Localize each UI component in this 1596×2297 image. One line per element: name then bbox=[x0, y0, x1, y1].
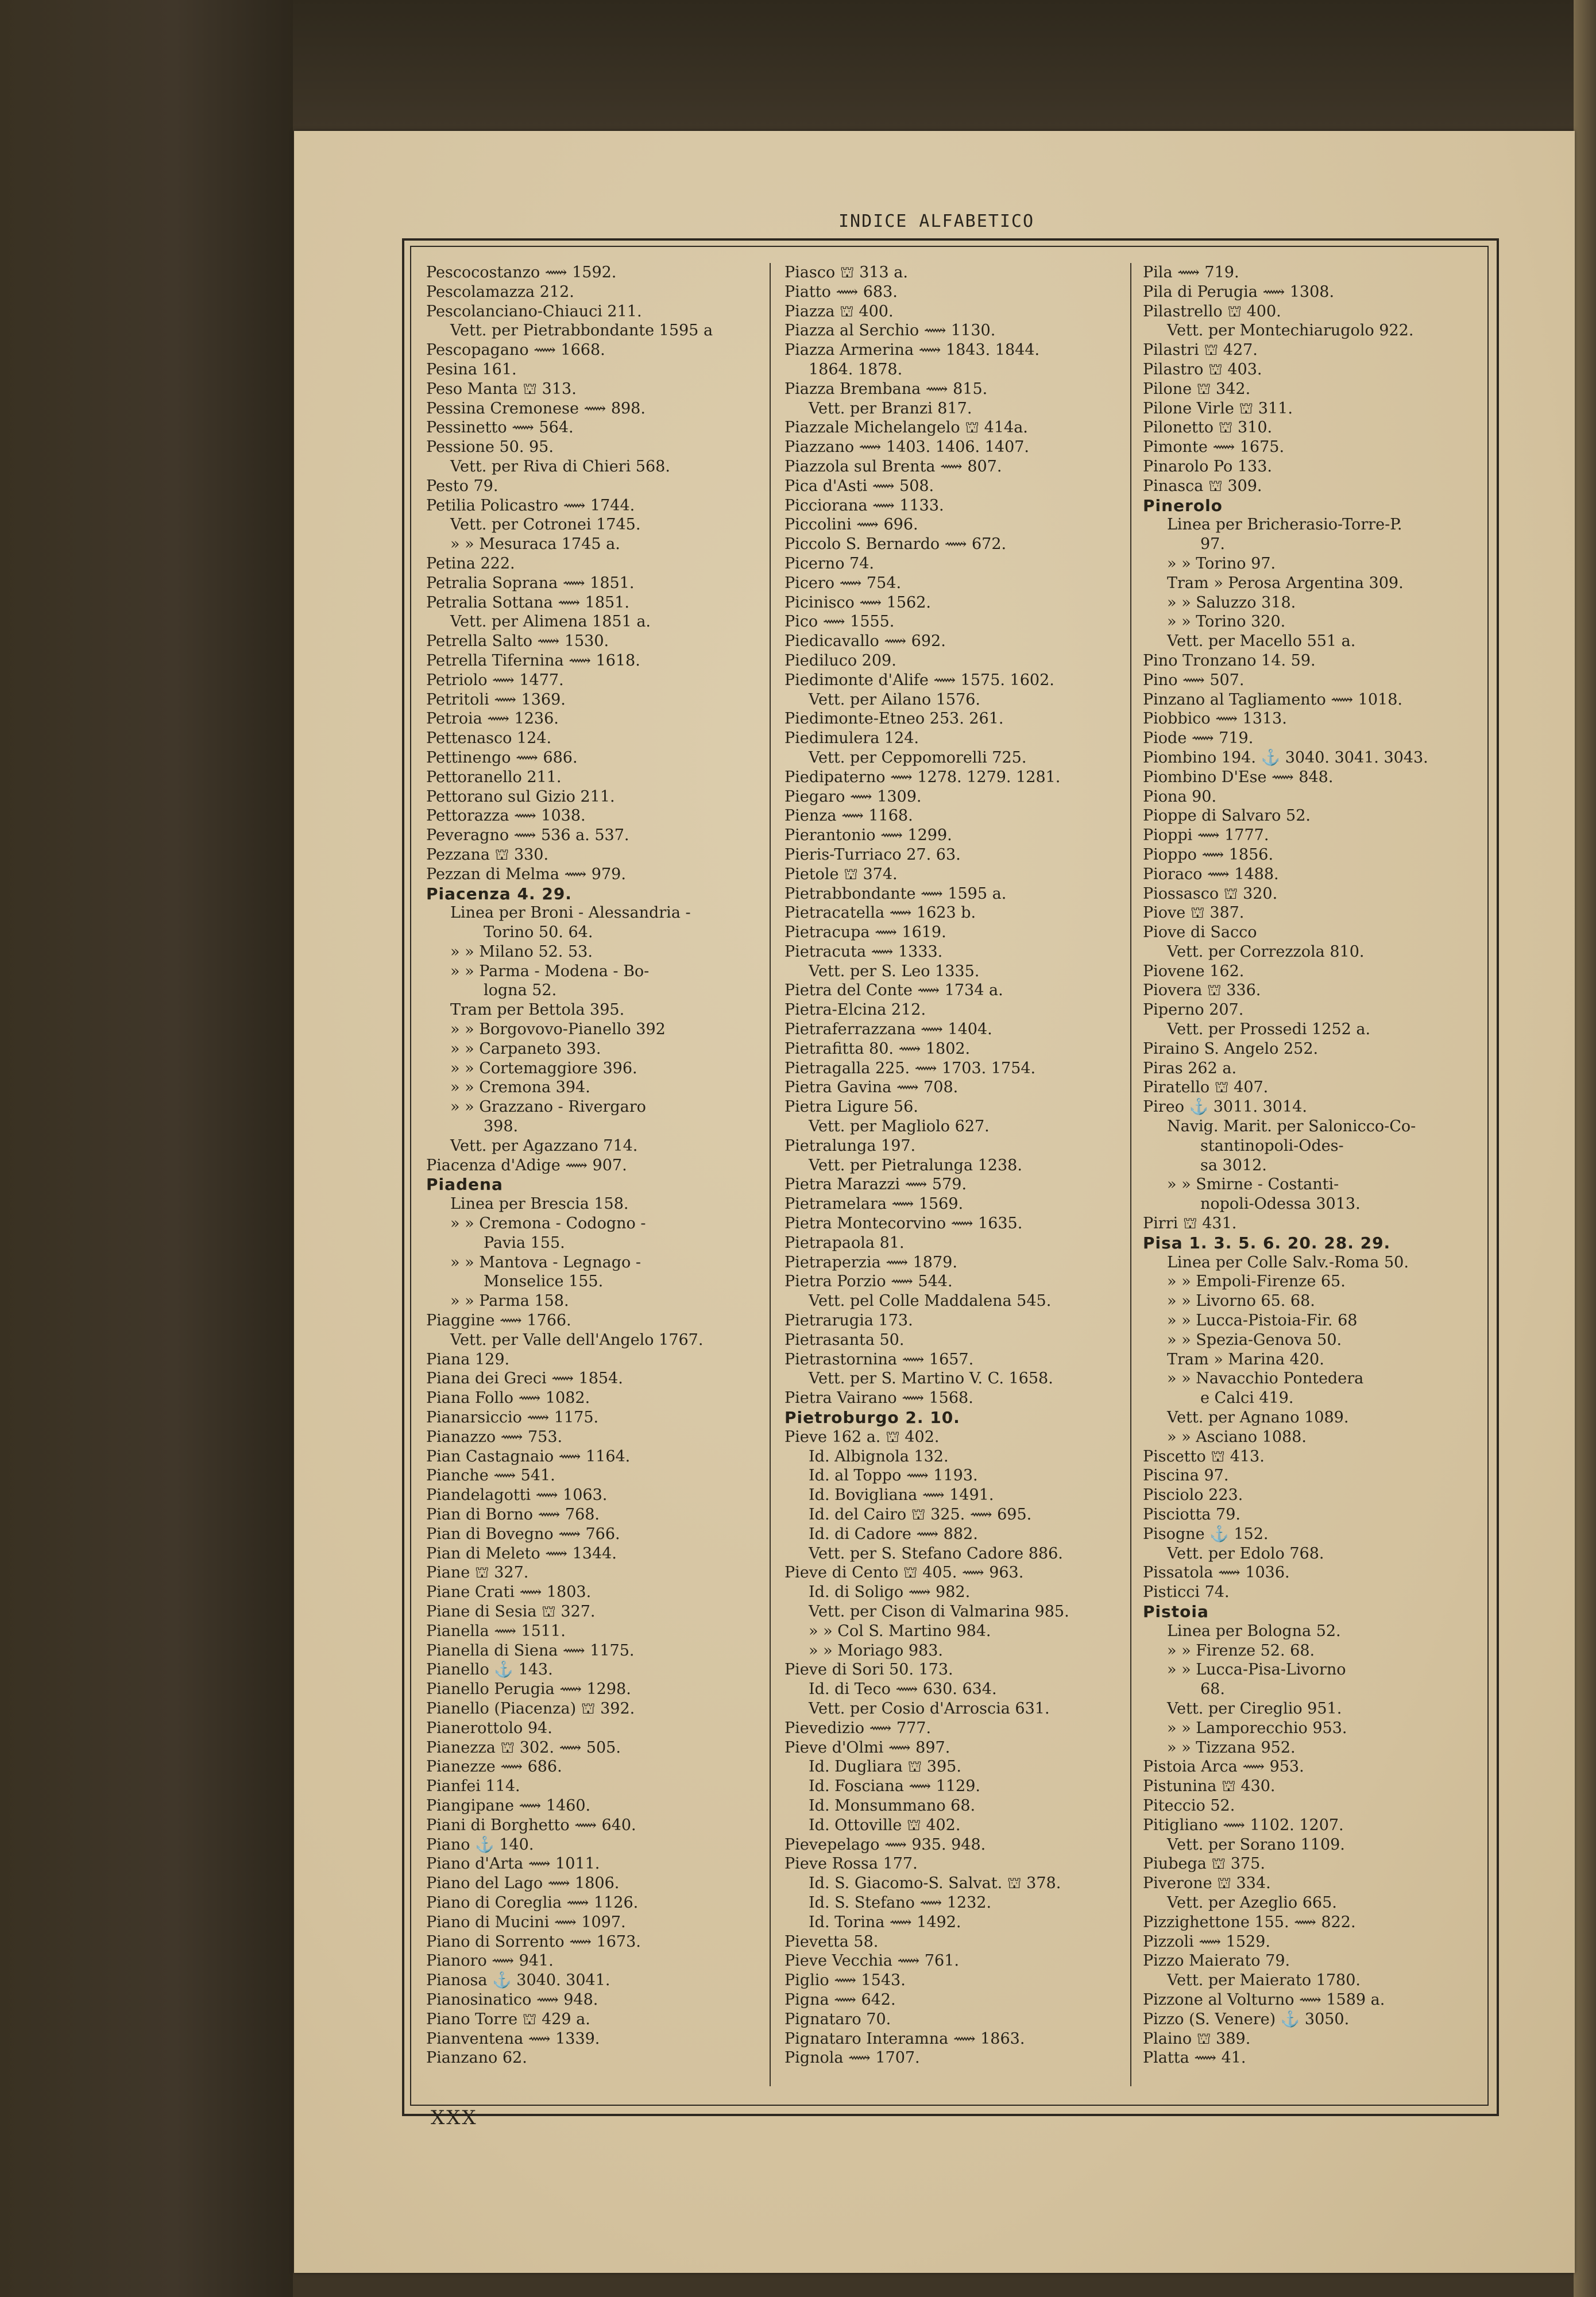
index-entry: 68. bbox=[1200, 1680, 1225, 1699]
index-entry: Tram » Perosa Argentina 309. bbox=[1167, 574, 1404, 592]
index-entry: Piovera ⛫ 336. bbox=[1143, 981, 1261, 1000]
index-entry: Piteccio 52. bbox=[1143, 1796, 1235, 1815]
index-entry: Piane ⛫ 327. bbox=[426, 1564, 529, 1582]
index-entry: Pesina 161. bbox=[426, 360, 517, 378]
index-entry: Pianfei 114. bbox=[426, 1777, 520, 1796]
index-entry: Piscina 97. bbox=[1143, 1467, 1229, 1485]
index-entry: Id. di Teco ⟿ 630. 634. bbox=[809, 1680, 997, 1699]
index-entry: Pissatola ⟿ 1036. bbox=[1143, 1564, 1290, 1582]
index-entry: Piobbico ⟿ 1313. bbox=[1143, 710, 1287, 728]
index-entry: Pieve Rossa 177. bbox=[785, 1855, 918, 1873]
index-entry: Linea per Colle Salv.-Roma 50. bbox=[1167, 1253, 1409, 1271]
index-entry: Pietracatella ⟿ 1623 b. bbox=[785, 904, 976, 922]
index-entry: Vett. per Alimena 1851 a. bbox=[450, 613, 651, 631]
index-entry: Tram » Marina 420. bbox=[1167, 1350, 1324, 1368]
index-entry: Pietrasanta 50. bbox=[785, 1331, 905, 1349]
index-entry: Vett. per S. Stefano Cadore 886. bbox=[809, 1544, 1063, 1563]
index-entry: Piazza ⛫ 400. bbox=[785, 302, 894, 320]
index-entry: Pianello ⚓ 143. bbox=[426, 1661, 553, 1679]
index-entry: Pianello Perugia ⟿ 1298. bbox=[426, 1680, 631, 1699]
index-entry: Peso Manta ⛫ 313. bbox=[426, 380, 577, 398]
index-entry: Pistunina ⛫ 430. bbox=[1143, 1777, 1276, 1796]
index-entry: 398. bbox=[484, 1117, 519, 1136]
index-entry: » » Cremona - Codogno - bbox=[450, 1215, 646, 1233]
index-entry: Petrella Tifernina ⟿ 1618. bbox=[426, 651, 640, 670]
index-entry: Vett. per Edolo 768. bbox=[1167, 1544, 1324, 1563]
index-entry: Piasco ⛫ 313 a. bbox=[785, 264, 908, 281]
index-entry: Vett. per Pietralunga 1238. bbox=[809, 1156, 1022, 1174]
index-entry: » » Spezia-Genova 50. bbox=[1167, 1331, 1342, 1349]
index-entry: Linea per Bricherasio-Torre-P. bbox=[1167, 516, 1402, 534]
index-entry: Petritoli ⟿ 1369. bbox=[426, 690, 566, 709]
index-column-3 bbox=[1143, 263, 1482, 2089]
index-entry: Piratello ⛫ 407. bbox=[1143, 1078, 1269, 1097]
index-entry: Pianche ⟿ 541. bbox=[426, 1467, 555, 1485]
index-column-1 bbox=[426, 263, 756, 2089]
page-number: XXX bbox=[431, 2106, 478, 2129]
index-entry: Piras 262 a. bbox=[1143, 1059, 1237, 1077]
index-entry: Pianzano 62. bbox=[426, 2049, 527, 2067]
index-heading: Pistoia bbox=[1143, 1602, 1209, 1621]
index-entry: Pietra Porzio ⟿ 544. bbox=[785, 1273, 953, 1291]
index-entry: Pietole ⛫ 374. bbox=[785, 865, 898, 883]
index-entry: Pievetta 58. bbox=[785, 1932, 879, 1951]
index-entry: Pietracupa ⟿ 1619. bbox=[785, 923, 946, 942]
index-entry: Piane Crati ⟿ 1803. bbox=[426, 1583, 592, 1602]
index-entry: Pianezze ⟿ 686. bbox=[426, 1758, 562, 1776]
index-entry: » » Moriago 983. bbox=[809, 1641, 943, 1660]
index-entry: Pianoro ⟿ 941. bbox=[426, 1952, 554, 1970]
index-entry: Pietragalla 225. ⟿ 1703. 1754. bbox=[785, 1059, 1036, 1077]
index-heading: Pinerolo bbox=[1143, 496, 1223, 515]
index-entry: Id. Albignola 132. bbox=[809, 1447, 949, 1465]
index-heading: Piacenza 4. 29. bbox=[426, 884, 572, 903]
index-entry: Vett. per Azeglio 665. bbox=[1167, 1893, 1337, 1912]
index-entry: Vett. per Agnano 1089. bbox=[1167, 1409, 1349, 1427]
index-entry: Piaggine ⟿ 1766. bbox=[426, 1312, 571, 1330]
index-entry: Vett. per Montechiarugolo 922. bbox=[1167, 322, 1414, 340]
scan-background-left bbox=[0, 0, 293, 2297]
index-entry: Torino 50. 64. bbox=[484, 923, 593, 942]
index-entry: Vett. per Ceppomorelli 725. bbox=[809, 748, 1027, 767]
index-entry: Piove di Sacco bbox=[1143, 923, 1257, 942]
index-entry: Petilia Policastro ⟿ 1744. bbox=[426, 496, 635, 515]
index-entry: Piegaro ⟿ 1309. bbox=[785, 787, 922, 806]
index-entry: Pavia 155. bbox=[484, 1233, 565, 1252]
index-entry: Piano Torre ⛫ 429 a. bbox=[426, 2010, 590, 2028]
index-entry: Pianello (Piacenza) ⛫ 392. bbox=[426, 1699, 635, 1718]
index-entry: Pilastro ⛫ 403. bbox=[1143, 360, 1262, 378]
index-entry: Piedimonte-Etneo 253. 261. bbox=[785, 710, 1004, 728]
scan-background-right bbox=[1574, 0, 1596, 2297]
index-entry: Pico ⟿ 1555. bbox=[785, 613, 895, 631]
index-entry: » » Lucca-Pistoia-Fir. 68 bbox=[1167, 1312, 1358, 1330]
index-entry: Pisciolo 223. bbox=[1143, 1486, 1243, 1505]
index-entry: Id. Dugliara ⛫ 395. bbox=[809, 1758, 961, 1776]
index-entry: Pianazzo ⟿ 753. bbox=[426, 1428, 563, 1446]
index-entry: 97. bbox=[1200, 535, 1225, 554]
index-entry: Piane di Sesia ⛫ 327. bbox=[426, 1602, 596, 1621]
index-entry: Pievedizio ⟿ 777. bbox=[785, 1719, 932, 1737]
index-entry: » » Grazzano - Rivergaro bbox=[450, 1098, 646, 1116]
index-entry: » » Smirne - Costanti- bbox=[1167, 1175, 1339, 1194]
index-entry: Pisciotta 79. bbox=[1143, 1506, 1241, 1523]
index-entry: Pettenasco 124. bbox=[426, 729, 552, 748]
index-entry: stantinopoli-Odes- bbox=[1200, 1136, 1344, 1155]
index-entry: Pinzano al Tagliamento ⟿ 1018. bbox=[1143, 690, 1402, 709]
index-entry: Pietra Marazzi ⟿ 579. bbox=[785, 1175, 967, 1194]
index-entry: Pisogne ⚓ 152. bbox=[1143, 1525, 1269, 1543]
index-entry: » » Carpaneto 393. bbox=[450, 1039, 601, 1058]
index-entry: Id. di Cadore ⟿ 882. bbox=[809, 1525, 978, 1543]
index-entry: » » Mantova - Legnago - bbox=[450, 1253, 642, 1271]
index-entry: nopoli-Odessa 3013. bbox=[1200, 1195, 1361, 1213]
index-entry: Pireo ⚓ 3011. 3014. bbox=[1143, 1098, 1307, 1116]
index-entry: Pizzoli ⟿ 1529. bbox=[1143, 1932, 1270, 1951]
index-entry: Piovene 162. bbox=[1143, 962, 1245, 980]
index-entry: Pievepelago ⟿ 935. 948. bbox=[785, 1835, 986, 1854]
index-entry: Piombino D'Ese ⟿ 848. bbox=[1143, 768, 1334, 786]
index-entry: Pietrabbondante ⟿ 1595 a. bbox=[785, 884, 1007, 903]
index-entry: Pirri ⛫ 431. bbox=[1143, 1215, 1237, 1233]
index-entry: Navig. Marit. per Salonicco-Co- bbox=[1167, 1117, 1416, 1136]
index-entry: Pianosinatico ⟿ 948. bbox=[426, 1990, 598, 2009]
index-entry: Piano del Lago ⟿ 1806. bbox=[426, 1874, 620, 1893]
index-entry: Pezzan di Melma ⟿ 979. bbox=[426, 865, 626, 883]
index-entry: Pianezza ⛫ 302. ⟿ 505. bbox=[426, 1738, 621, 1757]
index-entry: Piombino 194. ⚓ 3040. 3041. 3043. bbox=[1143, 748, 1428, 767]
index-entry: Id. S. Stefano ⟿ 1232. bbox=[809, 1893, 992, 1912]
index-entry: » » Lucca-Pisa-Livorno bbox=[1167, 1661, 1346, 1679]
index-entry: Id. Bovigliana ⟿ 1491. bbox=[809, 1486, 994, 1505]
index-entry: Pettorazza ⟿ 1038. bbox=[426, 807, 586, 825]
index-entry: Piatto ⟿ 683. bbox=[785, 283, 898, 301]
index-entry: Pizzo Maierato 79. bbox=[1143, 1952, 1290, 1970]
index-entry: Piraino S. Angelo 252. bbox=[1143, 1039, 1319, 1058]
index-entry: Pioppi ⟿ 1777. bbox=[1143, 826, 1269, 845]
index-entry: Vett. per Cosio d'Arroscia 631. bbox=[809, 1699, 1050, 1718]
index-entry: Piana dei Greci ⟿ 1854. bbox=[426, 1370, 623, 1388]
index-entry: Pietra-Elcina 212. bbox=[785, 1001, 926, 1019]
index-entry: Piana 129. bbox=[426, 1350, 510, 1368]
index-entry: Piazza al Serchio ⟿ 1130. bbox=[785, 322, 996, 340]
index-entry: Vett. per Cotronei 1745. bbox=[450, 516, 641, 534]
index-entry: Pietracuta ⟿ 1333. bbox=[785, 942, 943, 961]
index-entry: Pianella ⟿ 1511. bbox=[426, 1622, 566, 1640]
index-entry: » » Firenze 52. 68. bbox=[1167, 1641, 1315, 1660]
index-heading: Pietroburgo 2. 10. bbox=[785, 1408, 960, 1428]
index-entry: Piano di Mucini ⟿ 1097. bbox=[426, 1913, 626, 1931]
index-entry: Vett. per Ailano 1576. bbox=[809, 690, 981, 709]
index-entry: Pian di Meleto ⟿ 1344. bbox=[426, 1544, 617, 1563]
index-entry: Piode ⟿ 719. bbox=[1143, 729, 1254, 748]
index-entry: Pignola ⟿ 1707. bbox=[785, 2049, 920, 2067]
index-entry: Pessina Cremonese ⟿ 898. bbox=[426, 399, 646, 417]
index-column-2 bbox=[785, 263, 1129, 2089]
index-entry: Pieve d'Olmi ⟿ 897. bbox=[785, 1738, 950, 1757]
index-entry: Pietraperzia ⟿ 1879. bbox=[785, 1253, 957, 1271]
index-entry: Pietra Montecorvino ⟿ 1635. bbox=[785, 1215, 1023, 1233]
index-entry: Piazza Armerina ⟿ 1843. 1844. bbox=[785, 341, 1040, 359]
index-entry: Picinisco ⟿ 1562. bbox=[785, 593, 931, 612]
index-entry: Piedipaterno ⟿ 1278. 1279. 1281. bbox=[785, 768, 1061, 786]
index-entry: Vett. per Cison di Valmarina 985. bbox=[809, 1602, 1069, 1621]
index-entry: Pietrastornina ⟿ 1657. bbox=[785, 1350, 974, 1368]
index-entry: » » Torino 320. bbox=[1167, 613, 1286, 631]
index-entry: Pettoranello 211. bbox=[426, 768, 562, 786]
index-entry: Pimonte ⟿ 1675. bbox=[1143, 438, 1285, 457]
index-entry: e Calci 419. bbox=[1200, 1389, 1294, 1407]
index-entry: Pescolamazza 212. bbox=[426, 283, 574, 301]
index-entry: Piacenza d'Adige ⟿ 907. bbox=[426, 1156, 627, 1174]
index-entry: Vett. per Sorano 1109. bbox=[1167, 1835, 1345, 1854]
index-entry: Pianarsiccio ⟿ 1175. bbox=[426, 1409, 599, 1427]
index-entry: Pettinengo ⟿ 686. bbox=[426, 748, 578, 767]
index-entry: Piazzola sul Brenta ⟿ 807. bbox=[785, 457, 1002, 475]
index-entry: Piano ⚓ 140. bbox=[426, 1835, 534, 1854]
index-entry: Pienza ⟿ 1168. bbox=[785, 807, 913, 825]
index-entry: Pian Castagnaio ⟿ 1164. bbox=[426, 1447, 631, 1465]
index-entry: Pietra Vairano ⟿ 1568. bbox=[785, 1389, 973, 1407]
index-entry: Pioppo ⟿ 1856. bbox=[1143, 845, 1274, 864]
index-entry: Piccolo S. Bernardo ⟿ 672. bbox=[785, 535, 1007, 554]
index-entry: Pessione 50. 95. bbox=[426, 438, 554, 457]
index-entry: » » Lamporecchio 953. bbox=[1167, 1719, 1347, 1737]
index-entry: Id. S. Giacomo-S. Salvat. ⛫ 378. bbox=[809, 1874, 1061, 1893]
index-entry: Pesto 79. bbox=[426, 477, 498, 495]
index-entry: Pietra Ligure 56. bbox=[785, 1098, 918, 1116]
index-entry: Pietrafitta 80. ⟿ 1802. bbox=[785, 1039, 971, 1058]
index-entry: » » Tizzana 952. bbox=[1167, 1738, 1296, 1757]
index-entry: Pieris-Turriaco 27. 63. bbox=[785, 845, 961, 864]
index-entry: » » Cortemaggiore 396. bbox=[450, 1059, 637, 1077]
index-entry: Petralia Soprana ⟿ 1851. bbox=[426, 574, 635, 592]
index-entry: Piubega ⛫ 375. bbox=[1143, 1855, 1265, 1873]
index-entry: Pistoia Arca ⟿ 953. bbox=[1143, 1758, 1304, 1776]
index-entry: Vett. per Agazzano 714. bbox=[450, 1136, 638, 1155]
index-entry: Piossasco ⛫ 320. bbox=[1143, 884, 1278, 903]
index-entry: Piandelagotti ⟿ 1063. bbox=[426, 1486, 608, 1505]
index-entry: Pianventena ⟿ 1339. bbox=[426, 2029, 600, 2048]
index-entry: » » Saluzzo 318. bbox=[1167, 593, 1296, 612]
index-entry: Pian di Borno ⟿ 768. bbox=[426, 1506, 600, 1523]
index-entry: » » Asciano 1088. bbox=[1167, 1428, 1307, 1446]
index-entry: » » Borgovovo-Pianello 392 bbox=[450, 1020, 666, 1039]
index-entry: » » Col S. Martino 984. bbox=[809, 1622, 991, 1640]
index-entry: Pieve 162 a. ⛫ 402. bbox=[785, 1428, 940, 1446]
index-entry: » » Livorno 65. 68. bbox=[1167, 1292, 1315, 1310]
index-entry: Pisticci 74. bbox=[1143, 1583, 1230, 1602]
index-entry: Piano d'Arta ⟿ 1011. bbox=[426, 1855, 600, 1873]
index-entry: Piedimonte d'Alife ⟿ 1575. 1602. bbox=[785, 671, 1054, 689]
index-entry: Pianerottolo 94. bbox=[426, 1719, 552, 1737]
index-entry: Pizzo (S. Venere) ⚓ 3050. bbox=[1143, 2010, 1350, 2028]
index-entry: Piazzale Michelangelo ⛫ 414a. bbox=[785, 419, 1028, 437]
index-entry: Pioppe di Salvaro 52. bbox=[1143, 807, 1311, 825]
index-entry: Piangipane ⟿ 1460. bbox=[426, 1796, 591, 1815]
index-heading: Pisa 1. 3. 5. 6. 20. 28. 29. bbox=[1143, 1233, 1391, 1252]
index-entry: Vett. per Cireglio 951. bbox=[1167, 1699, 1342, 1718]
index-entry: Id. del Cairo ⛫ 325. ⟿ 695. bbox=[809, 1506, 1032, 1523]
index-entry: Id. al Toppo ⟿ 1193. bbox=[809, 1467, 978, 1485]
index-entry: » » Milano 52. 53. bbox=[450, 942, 593, 961]
index-entry: Id. Ottoville ⛫ 402. bbox=[809, 1816, 961, 1834]
index-entry: Piani di Borghetto ⟿ 640. bbox=[426, 1816, 636, 1834]
index-entry: Vett. per Magliolo 627. bbox=[809, 1117, 990, 1136]
index-entry: Pianella di Siena ⟿ 1175. bbox=[426, 1641, 635, 1660]
index-entry: Piperno 207. bbox=[1143, 1001, 1244, 1019]
index-entry: Pescolanciano-Chiauci 211. bbox=[426, 302, 642, 320]
index-entry: Pilastri ⛫ 427. bbox=[1143, 341, 1258, 359]
index-entry: Vett. per Correzzola 810. bbox=[1167, 942, 1365, 961]
index-entry: » » Navacchio Pontedera bbox=[1167, 1370, 1364, 1388]
index-entry: Petriolo ⟿ 1477. bbox=[426, 671, 564, 689]
index-entry: Vett. per Prossedi 1252 a. bbox=[1167, 1020, 1371, 1039]
index-entry: Vett. per Macello 551 a. bbox=[1167, 632, 1356, 651]
index-entry: Pescocostanzo ⟿ 1592. bbox=[426, 264, 617, 281]
index-entry: Petrella Salto ⟿ 1530. bbox=[426, 632, 609, 651]
index-entry: Pioraco ⟿ 1488. bbox=[1143, 865, 1279, 883]
index-entry: Platta ⟿ 41. bbox=[1143, 2049, 1246, 2067]
index-entry: Linea per Broni - Alessandria - bbox=[450, 904, 691, 922]
index-entry: Pessinetto ⟿ 564. bbox=[426, 419, 574, 437]
index-entry: Piverone ⛫ 334. bbox=[1143, 1874, 1271, 1893]
index-entry: Linea per Bologna 52. bbox=[1167, 1622, 1341, 1640]
index-entry: Petina 222. bbox=[426, 554, 515, 573]
index-entry: » » Cremona 394. bbox=[450, 1078, 590, 1097]
index-entry: Id. Fosciana ⟿ 1129. bbox=[809, 1777, 980, 1796]
index-entry: Piscetto ⛫ 413. bbox=[1143, 1447, 1265, 1465]
index-entry: Piana Follo ⟿ 1082. bbox=[426, 1389, 590, 1407]
index-entry: Piove ⛫ 387. bbox=[1143, 904, 1245, 922]
index-entry: Pino Tronzano 14. 59. bbox=[1143, 651, 1316, 670]
index-entry: Pietra del Conte ⟿ 1734 a. bbox=[785, 981, 1003, 1000]
index-entry: Piedimulera 124. bbox=[785, 729, 919, 748]
index-entry: Petroia ⟿ 1236. bbox=[426, 710, 559, 728]
column-separator bbox=[770, 263, 771, 2086]
index-entry: Vett. per S. Martino V. C. 1658. bbox=[809, 1370, 1053, 1388]
index-entry: Pignataro Interamna ⟿ 1863. bbox=[785, 2029, 1025, 2048]
index-entry: Pietrapaola 81. bbox=[785, 1233, 905, 1252]
index-entry: Pianosa ⚓ 3040. 3041. bbox=[426, 1971, 610, 1990]
index-entry: Pezzana ⛫ 330. bbox=[426, 845, 549, 864]
index-entry: Plaino ⛫ 389. bbox=[1143, 2029, 1251, 2048]
index-entry: Piedicavallo ⟿ 692. bbox=[785, 632, 946, 651]
index-entry: » » Mesuraca 1745 a. bbox=[450, 535, 620, 554]
index-entry: Vett. per Pietrabbondante 1595 a bbox=[450, 322, 713, 340]
index-entry: Pieve Vecchia ⟿ 761. bbox=[785, 1952, 959, 1970]
index-entry: Pila ⟿ 719. bbox=[1143, 264, 1239, 281]
index-entry: Pieve di Cento ⛫ 405. ⟿ 963. bbox=[785, 1564, 1024, 1582]
index-entry: Pigna ⟿ 642. bbox=[785, 1990, 896, 2009]
index-entry: 1864. 1878. bbox=[809, 360, 903, 378]
index-entry: Id. Torina ⟿ 1492. bbox=[809, 1913, 961, 1931]
index-entry: Peveragno ⟿ 536 a. 537. bbox=[426, 826, 629, 845]
index-entry: Pitigliano ⟿ 1102. 1207. bbox=[1143, 1816, 1344, 1834]
index-entry: Pinarolo Po 133. bbox=[1143, 457, 1272, 475]
column-separator bbox=[1130, 263, 1131, 2086]
index-entry: Picerno 74. bbox=[785, 554, 874, 573]
index-entry: » » Torino 97. bbox=[1167, 554, 1276, 573]
index-entry: Linea per Brescia 158. bbox=[450, 1195, 629, 1213]
index-entry: Piazza Brembana ⟿ 815. bbox=[785, 380, 988, 398]
index-entry: Pizzighettone 155. ⟿ 822. bbox=[1143, 1913, 1356, 1931]
index-entry: Piediluco 209. bbox=[785, 651, 896, 670]
index-entry: logna 52. bbox=[484, 981, 557, 1000]
index-entry: Piglio ⟿ 1543. bbox=[785, 1971, 906, 1990]
page-header: INDICE ALFABETICO bbox=[838, 211, 1035, 231]
index-entry: » » Parma 158. bbox=[450, 1292, 569, 1310]
index-entry: Pietra Gavina ⟿ 708. bbox=[785, 1078, 959, 1097]
index-entry: Pica d'Asti ⟿ 508. bbox=[785, 477, 934, 495]
index-entry: Pignataro 70. bbox=[785, 2010, 891, 2028]
index-entry: Picero ⟿ 754. bbox=[785, 574, 902, 592]
index-entry: Pettorano sul Gizio 211. bbox=[426, 787, 615, 806]
index-entry: Vett. per Maierato 1780. bbox=[1167, 1971, 1361, 1990]
index-entry: Vett. per Valle dell'Angelo 1767. bbox=[450, 1331, 704, 1349]
index-entry: » » Empoli-Firenze 65. bbox=[1167, 1273, 1346, 1291]
index-entry: Piccolini ⟿ 696. bbox=[785, 516, 918, 534]
index-entry: Pierantonio ⟿ 1299. bbox=[785, 826, 952, 845]
index-entry: Piazzano ⟿ 1403. 1406. 1407. bbox=[785, 438, 1030, 457]
index-entry: Vett. pel Colle Maddalena 545. bbox=[809, 1292, 1052, 1310]
index-entry: Pino ⟿ 507. bbox=[1143, 671, 1245, 689]
index-entry: Pizzone al Volturno ⟿ 1589 a. bbox=[1143, 1990, 1385, 2009]
index-entry: » » Parma - Modena - Bo- bbox=[450, 962, 650, 980]
index-entry: Picciorana ⟿ 1133. bbox=[785, 496, 944, 515]
index-heading: Piadena bbox=[426, 1175, 503, 1194]
index-entry: Id. Monsummano 68. bbox=[809, 1796, 976, 1815]
index-entry: sa 3012. bbox=[1200, 1156, 1267, 1174]
index-entry: Vett. per Branzi 817. bbox=[809, 399, 972, 417]
index-entry: Tram per Bettola 395. bbox=[450, 1001, 625, 1019]
index-entry: Pila di Perugia ⟿ 1308. bbox=[1143, 283, 1335, 301]
index-entry: Petralia Sottana ⟿ 1851. bbox=[426, 593, 629, 612]
index-entry: Pilone ⛫ 342. bbox=[1143, 380, 1251, 398]
index-entry: Pietralunga 197. bbox=[785, 1136, 916, 1155]
index-entry: Piona 90. bbox=[1143, 787, 1217, 806]
index-entry: Piano di Coreglia ⟿ 1126. bbox=[426, 1893, 639, 1912]
index-entry: Pilastrello ⛫ 400. bbox=[1143, 302, 1281, 320]
index-entry: Monselice 155. bbox=[484, 1273, 604, 1291]
index-entry: Pinasca ⛫ 309. bbox=[1143, 477, 1262, 495]
index-entry: Vett. per S. Leo 1335. bbox=[809, 962, 980, 980]
index-entry: Pescopagano ⟿ 1668. bbox=[426, 341, 605, 359]
index-entry: Pilonetto ⛫ 310. bbox=[1143, 419, 1273, 437]
index-entry: Pietraferrazzana ⟿ 1404. bbox=[785, 1020, 992, 1039]
index-entry: Pilone Virle ⛫ 311. bbox=[1143, 399, 1293, 417]
index-entry: Pietramelara ⟿ 1569. bbox=[785, 1195, 964, 1213]
index-entry: Piano di Sorrento ⟿ 1673. bbox=[426, 1932, 641, 1951]
index-entry: Pian di Bovegno ⟿ 766. bbox=[426, 1525, 620, 1543]
index-entry: Pieve di Sori 50. 173. bbox=[785, 1661, 953, 1679]
index-entry: Vett. per Riva di Chieri 568. bbox=[450, 457, 670, 475]
index-entry: Id. di Soligo ⟿ 982. bbox=[809, 1583, 971, 1602]
index-entry: Pietrarugia 173. bbox=[785, 1312, 913, 1330]
